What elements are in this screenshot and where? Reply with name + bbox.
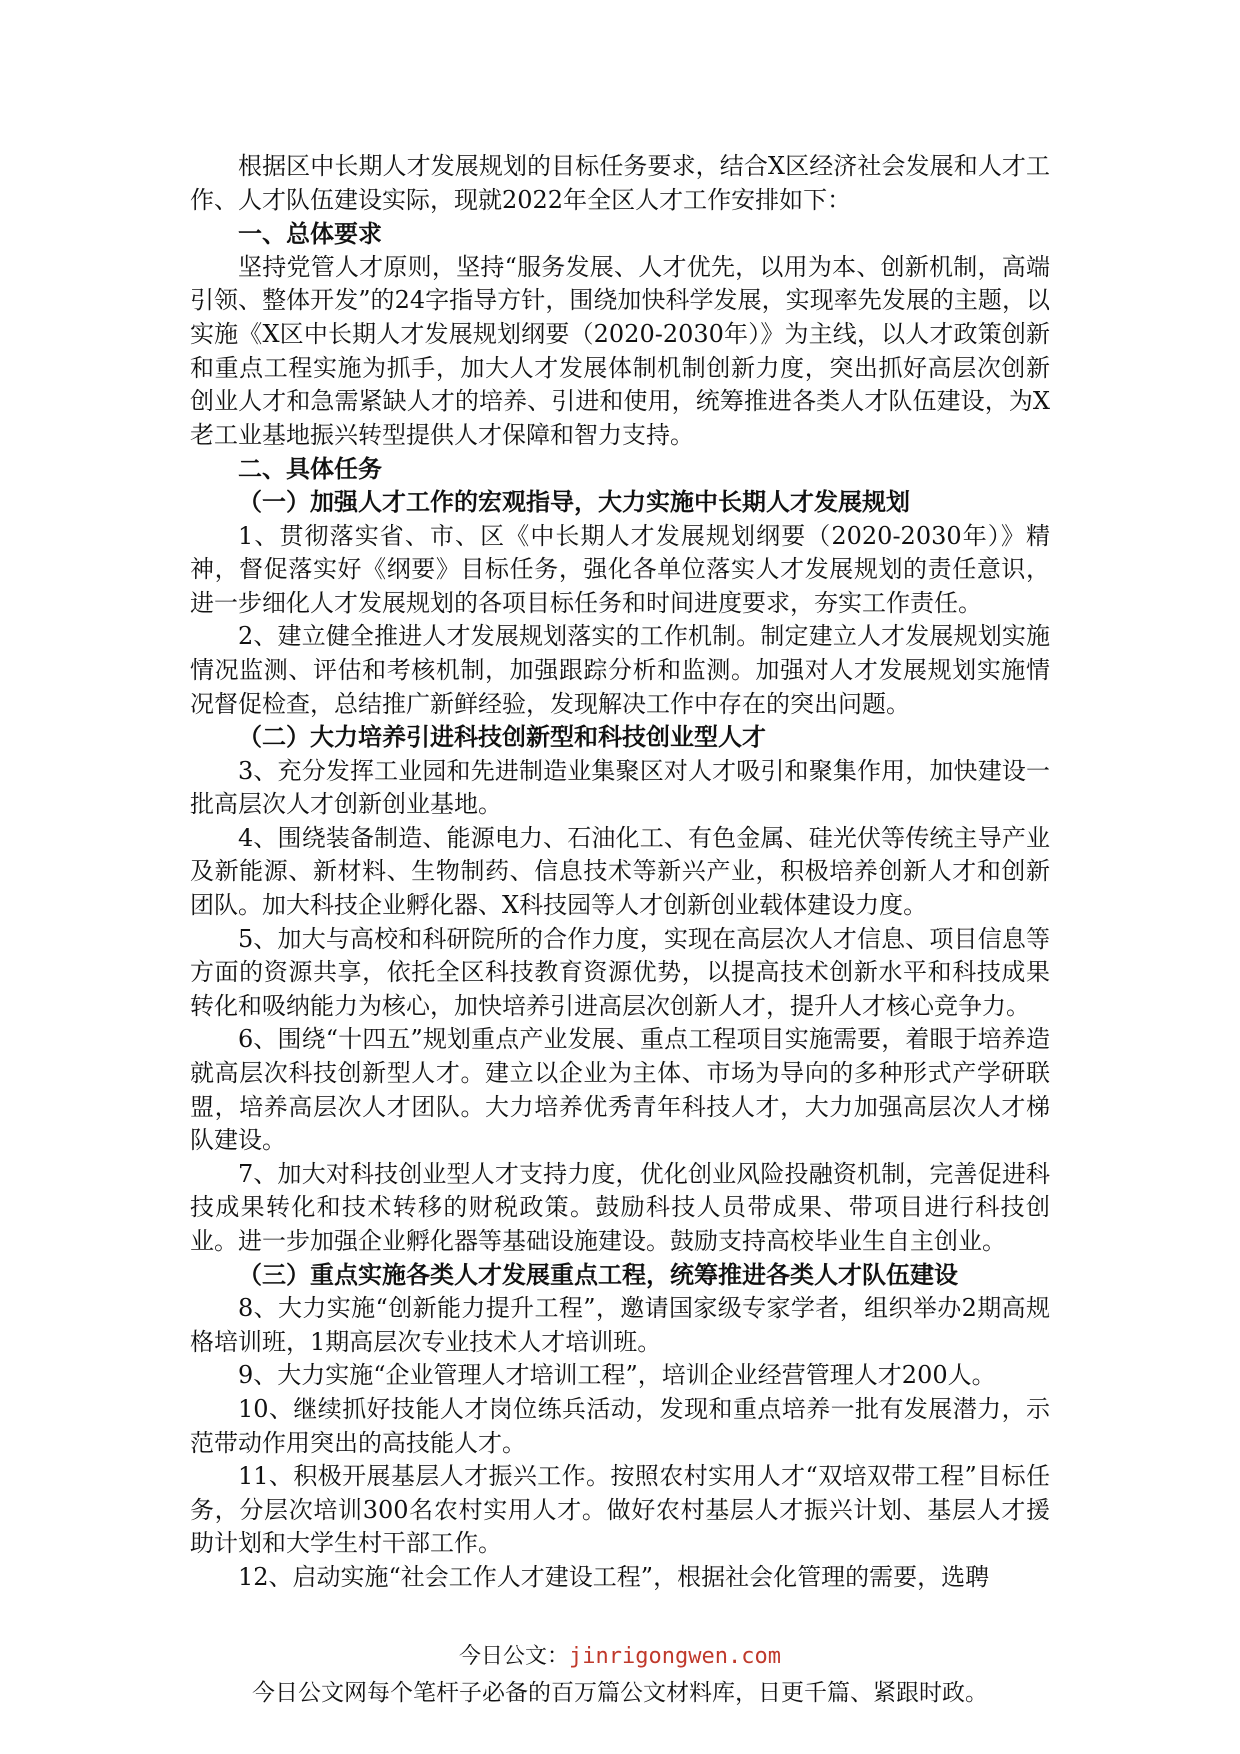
subsection-heading-3: （三）重点实施各类人才发展重点工程，统筹推进各类人才队伍建设 [238,1260,958,1289]
body-paragraph: 7、加大对科技创业型人才支持力度，优化创业风险投融资机制，完善促进科技成果转化和技术转移的财税政策。鼓励科技人员带成果、带项目进行科技创业。进一步加强企业孵化器等基础设施建设。鼓励支持高校毕业生自主创业。 [190,1159,1050,1255]
body-paragraph: 2、建立健全推进人才发展规划落实的工作机制。制定建立人才发展规划实施情况监测、评估和考核机制，加强跟踪分析和监测。加强对人才发展规划实施情况督促检查，总结推广新鲜经验，发现解决工作中存在的突出问题。 [190,622,1050,718]
footer-site-line [0,1642,1240,1672]
footer-slogan: 今日公文网每个笔杆子必备的百万篇公文材料库，日更千篇、紧跟时政。 [252,1680,988,1706]
body-paragraph: 9、大力实施“企业管理人才培训工程”，培训企业经营管理人才200人。 [238,1361,996,1390]
subsection-heading-2: （二）大力培养引进科技创新型和科技创业型人才 [238,723,766,752]
body-paragraph: 5、加大与高校和科研院所的合作力度，实现在高层次人才信息、项目信息等方面的资源共享，依托全区科技教育资源优势，以提高技术创新水平和科技成果转化和吸纳能力为核心，加快培养引进高层次创新人才，提升人才核心竞争力。 [190,924,1050,1020]
section-heading-tasks: 二、具体任务 [238,454,382,484]
body-paragraph: 3、充分发挥工业园和先进制造业集聚区对人才吸引和聚集作用，加快建设一批高层次人才创新创业基地。 [190,756,1050,819]
document-page [190,150,1050,1595]
body-paragraph: 11、积极开展基层人才振兴工作。按照农村实用人才“双培双带工程”目标任务，分层次培训300名农村实用人才。做好农村基层人才振兴计划、基层人才援助计划和大学生村干部工作。 [190,1462,1050,1558]
footer [0,1642,1240,1710]
body-paragraph: 10、继续抓好技能人才岗位练兵活动，发现和重点培养一批有发展潜力，示范带动作用突出的高技能人才。 [190,1394,1050,1457]
body-paragraph: 6、围绕“十四五”规划重点产业发展、重点工程项目实施需要，着眼于培养造就高层次科技创新型人才。建立以企业为主体、市场为导向的多种形式产学研联盟，培养高层次人才团队。大力培养优秀青年科技人才，大力加强高层次人才梯队建设。 [190,1025,1050,1155]
body-paragraph: 12、启动实施“社会工作人才建设工程”，根据社会化管理的需要，选聘 [238,1562,990,1591]
body-paragraph: 坚持党管人才原则，坚持“服务发展、人才优先，以用为本、创新机制，高端引领、整体开发”的24字指导方针，围绕加快科学发展，实现率先发展的主题，以实施《X区中长期人才发展规划纲要（2020-2030年）》为主线，以人才政策创新和重点工程实施为抓手，加大人才发展体制机制创新力度，突出抓好高层次创新创业人才和急需紧缺人才的培养、引进和使用，统筹推进各类人才队伍建设，为X老工业基地振兴转型提供人才保障和智力支持。 [190,252,1050,449]
section-heading-general: 一、总体要求 [238,219,382,249]
footer-site-label: 今日公文： [459,1644,570,1669]
body-paragraph: 4、围绕装备制造、能源电力、石油化工、有色金属、硅光伏等传统主导产业及新能源、新材料、生物制药、信息技术等新兴产业，积极培养创新人才和创新团队。加大科技企业孵化器、X科技园等人才创新创业载体建设力度。 [190,823,1050,920]
subsection-heading-1: （一）加强人才工作的宏观指导，大力实施中长期人才发展规划 [238,487,910,516]
footer-site-link[interactable]: jinrigongwen.com [569,1644,781,1669]
body-paragraph: 8、大力实施“创新能力提升工程”，邀请国家级专家学者，组织举办2期高规格培训班，1期高层次专业技术人才培训班。 [190,1294,1050,1356]
intro-paragraph: 根据区中长期人才发展规划的目标任务要求，结合X区经济社会发展和人才工作、人才队伍建设实际，现就2022年全区人才工作安排如下： [190,152,1050,214]
body-paragraph: 1、贯彻落实省、市、区《中长期人才发展规划纲要（2020-2030年）》精神，督促落实好《纲要》目标任务，强化各单位落实人才发展规划的责任意识，进一步细化人才发展规划的各项目标任务和时间进度要求，夯实工作责任。 [190,521,1050,617]
